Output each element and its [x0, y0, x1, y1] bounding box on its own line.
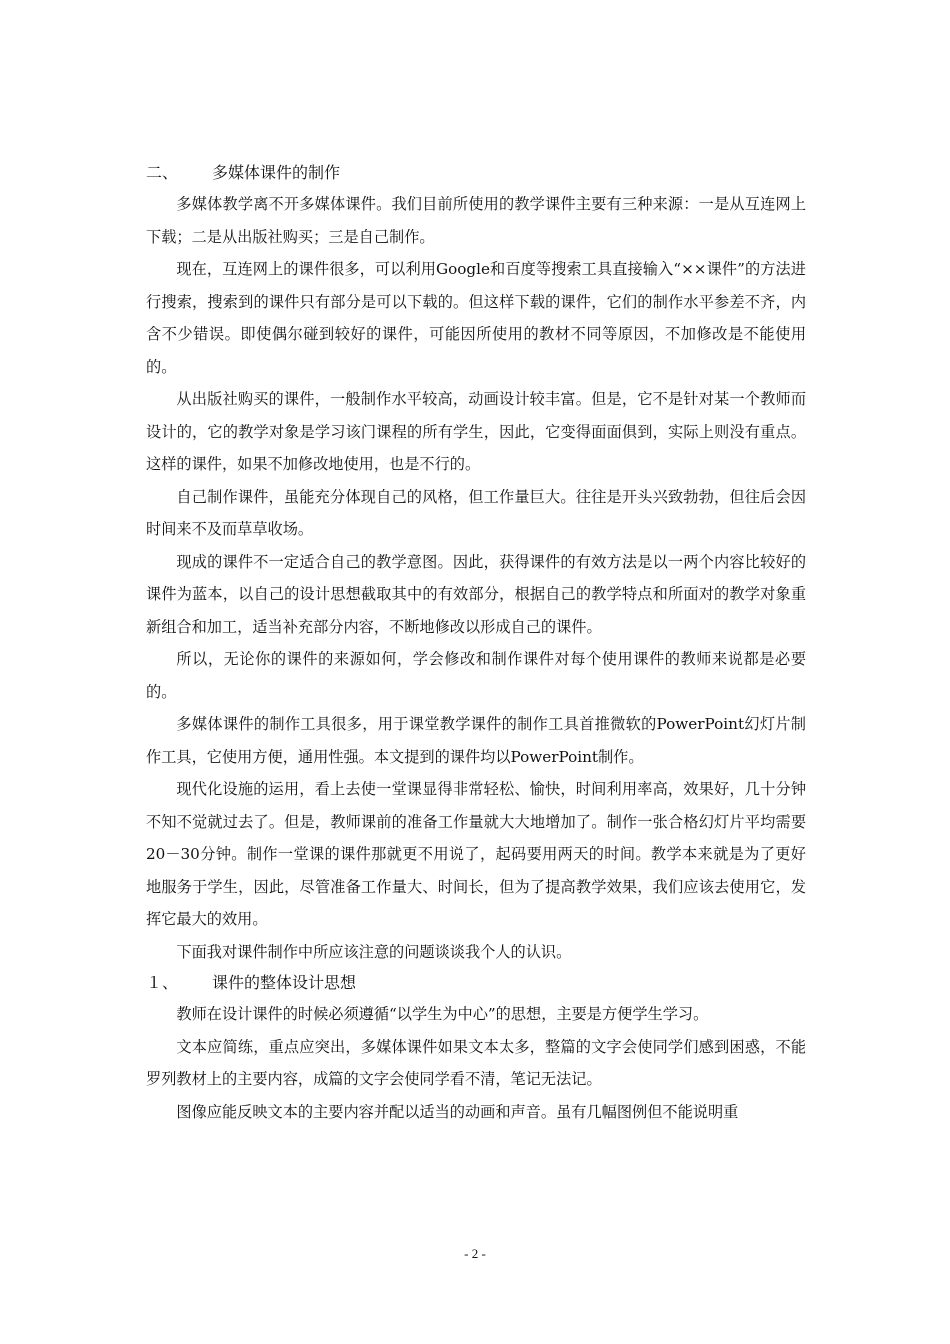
subsection-title: 课件的整体设计思想	[212, 973, 357, 992]
paragraph: 多媒体教学离不开多媒体课件。我们目前所使用的教学课件主要有三种来源：一是从互连网上下载；二是从出版社购买；三是自己制作。	[146, 195, 806, 246]
paragraph: 下面我对课件制作中所应该注意的问题谈谈我个人的认识。	[176, 942, 572, 961]
paragraph: 自己制作课件，虽能充分体现自己的风格，但工作量巨大。往往是开头兴致勃勃，但往后会因时间来不及而草草收场。	[146, 487, 806, 538]
paragraph: 现成的课件不一定适合自己的教学意图。因此，获得课件的有效方法是以一两个内容比较好的课件为蓝本，以自己的设计思想截取其中的有效部分，根据自己的教学特点和所面对的教学对象重新组合和加工，适当补充部分内容，不断地修改以形成自己的课件。	[146, 552, 806, 636]
paragraph: 现在，互连网上的课件很多，可以利用Google和百度等搜索工具直接输入“××课件”的方法进行搜索，搜索到的课件只有部分是可以下载的。但这样下载的课件，它们的制作水平参差不齐，内含不少错误。即使偶尔碰到较好的课件，可能因所使用的教材不同等原因，不加修改是不能使用的。	[146, 260, 806, 376]
page-body	[146, 158, 806, 1128]
page-number: - 2 -	[464, 1246, 486, 1261]
section-title: 多媒体课件的制作	[212, 163, 341, 182]
paragraph: 现代化设施的运用，看上去使一堂课显得非常轻松、愉快，时间利用率高，效果好，几十分钟不知不觉就过去了。但是，教师课前的准备工作量就大大地增加了。制作一张合格幻灯片平均需要20－30分钟。制作一堂课的课件那就更不用说了，起码要用两天的时间。教学本来就是为了更好地服务于学生，因此，尽管准备工作量大、时间长，但为了提高教学效果，我们应该去使用它，发挥它最大的效用。	[146, 780, 806, 928]
paragraph: 多媒体课件的制作工具很多，用于课堂教学课件的制作工具首推微软的PowerPoint幻灯片制作工具，它使用方便，通用性强。本文提到的课件均以PowerPoint制作。	[146, 715, 806, 766]
section-number: 二、	[146, 163, 179, 182]
paragraph: 图像应能反映文本的主要内容并配以适当的动画和声音。虽有几幅图例但不能说明重	[176, 1102, 739, 1121]
section-heading	[146, 158, 806, 188]
subsection-number: １、	[146, 973, 179, 992]
paragraph: 教师在设计课件的时候必须遵循“以学生为中心”的思想，主要是方便学生学习。	[176, 1005, 709, 1023]
paragraph: 从出版社购买的课件，一般制作水平较高，动画设计较丰富。但是，它不是针对某一个教师而设计的，它的教学对象是学习该门课程的所有学生，因此，它变得面面俱到，实际上则没有重点。这样的课件，如果不加修改地使用，也是不行的。	[146, 390, 806, 473]
paragraph: 所以，无论你的课件的来源如何，学会修改和制作课件对每个使用课件的教师来说都是必要的。	[146, 650, 806, 701]
paragraph: 文本应简练，重点应突出，多媒体课件如果文本太多，整篇的文字会使同学们感到困惑，不能罗列教材上的主要内容，成篇的文字会使同学看不清，笔记无法记。	[146, 1037, 806, 1088]
subsection-heading	[146, 968, 806, 998]
